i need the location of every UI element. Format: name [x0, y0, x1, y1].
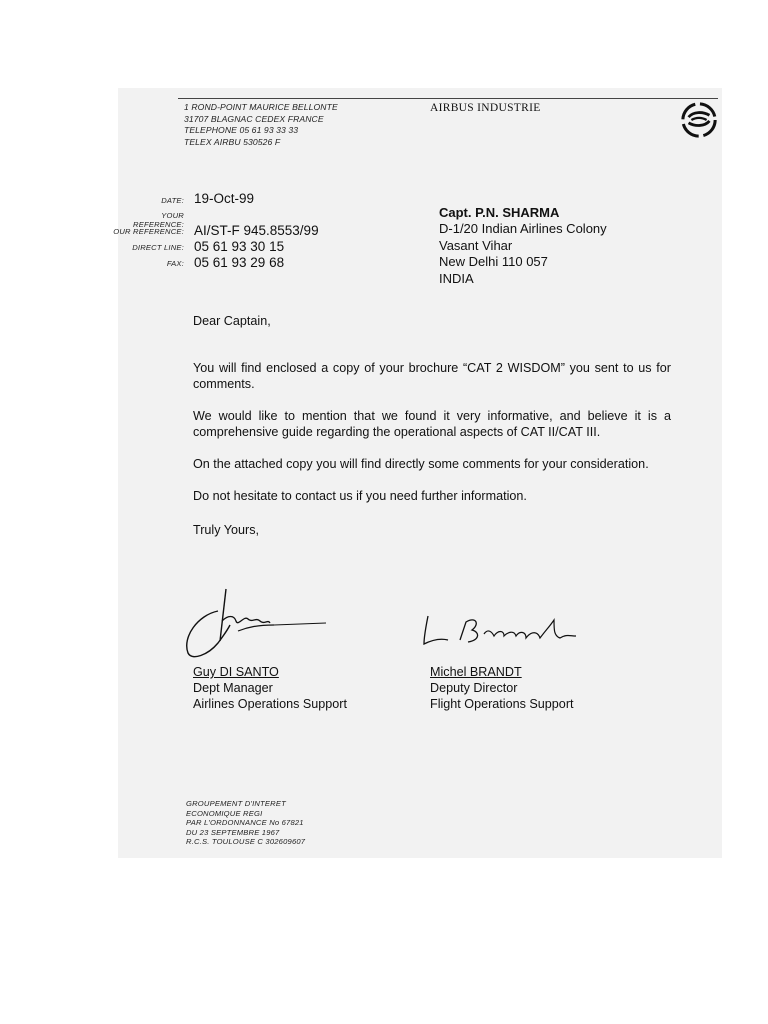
- fax-label: FAX:: [166, 259, 184, 268]
- company-name: AIRBUS INDUSTRIE: [430, 102, 541, 114]
- signatory-block: [430, 664, 574, 713]
- recipient-line: New Delhi 110 057: [439, 254, 548, 270]
- paragraph: Do not hesitate to contact us if you need further information.: [193, 489, 527, 503]
- recipient-name: Capt. P.N. SHARMA: [439, 205, 560, 220]
- paragraph: You will find enclosed a copy of your brochure “CAT 2 WISDOM” you sent to us for comments.: [193, 361, 671, 391]
- footer-line: DU 23 SEPTEMBRE 1967: [186, 827, 280, 837]
- signature-brandt: [418, 610, 588, 650]
- footer-line: PAR L'ORDONNANCE No 67821: [186, 818, 304, 827]
- legal-footer: [186, 799, 305, 847]
- address-line: TELEX AIRBU 530526 F: [184, 136, 281, 147]
- paragraph: We would like to mention that we found it very informative, and believe it is a comprehensive guide regarding the operational aspects of CAT II/CAT III.: [193, 409, 671, 439]
- letterhead-address: [184, 102, 338, 148]
- signatory-title: Deputy Director: [430, 681, 518, 696]
- recipient-line: D-1/20 Indian Airlines Colony: [439, 221, 607, 237]
- signatory-name: Guy DI SANTO: [193, 665, 279, 679]
- signatory-department: Airlines Operations Support: [193, 697, 348, 712]
- recipient-line: INDIA: [439, 270, 474, 286]
- address-line: 1 ROND-POINT MAURICE BELLONTE: [184, 102, 338, 112]
- fax-value: 05 61 93 29 68: [194, 255, 285, 270]
- signature-di-santo: [178, 585, 338, 665]
- airbus-logo-icon: [680, 100, 718, 140]
- signatory-title: Dept Manager: [193, 681, 273, 696]
- date-value: 19-Oct-99: [194, 191, 255, 206]
- date-label: DATE:: [161, 196, 184, 205]
- your-reference-label: YOUR REFERENCE:: [133, 211, 184, 229]
- our-reference-value: AI/ST-F 945.8553/99: [194, 223, 319, 238]
- signatory-department: Flight Operations Support: [430, 697, 574, 712]
- paragraph: On the attached copy you will find directly some comments for your consideration.: [193, 457, 649, 471]
- letterhead-rule: [178, 98, 718, 99]
- recipient-address: [439, 205, 607, 287]
- closing: Truly Yours,: [193, 523, 260, 537]
- footer-line: GROUPEMENT D'INTERET: [186, 799, 286, 808]
- direct-line-label: DIRECT LINE:: [132, 243, 184, 252]
- salutation: Dear Captain,: [193, 314, 271, 328]
- our-reference-label: OUR REFERENCE:: [113, 227, 184, 236]
- footer-line: R.C.S. TOULOUSE C 302609607: [186, 837, 306, 846]
- address-line: 31707 BLAGNAC CEDEX FRANCE: [184, 113, 324, 124]
- signatory-name: Michel BRANDT: [430, 665, 522, 679]
- footer-line: ECONOMIQUE REGI: [186, 808, 263, 818]
- signatory-block: [193, 664, 347, 713]
- address-line: TELEPHONE 05 61 93 33 33: [184, 125, 299, 136]
- direct-line-value: 05 61 93 30 15: [194, 239, 285, 254]
- recipient-line: Vasant Vihar: [439, 237, 513, 253]
